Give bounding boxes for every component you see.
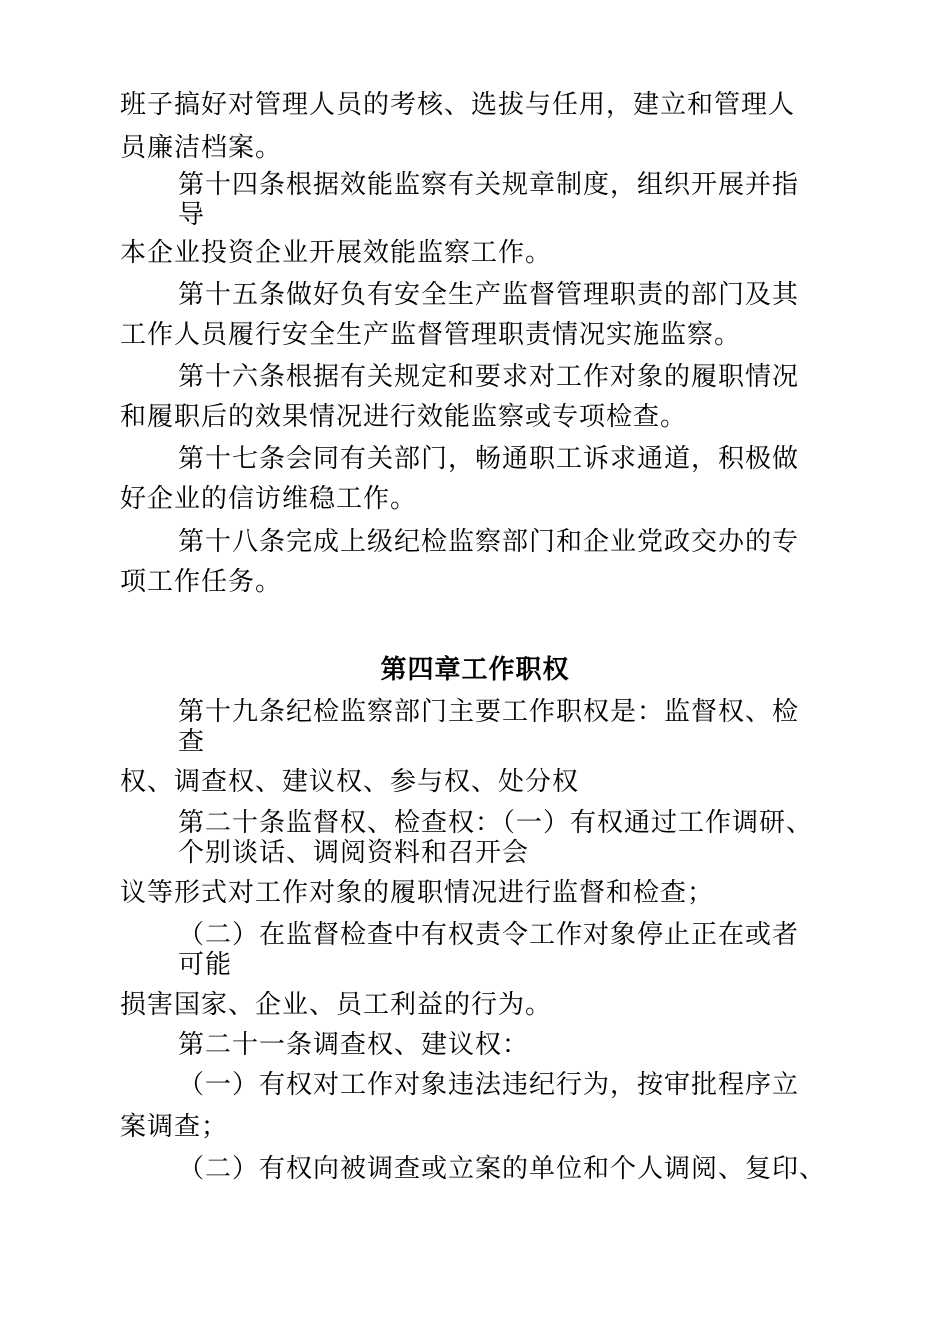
text-line: （二）在监督检查中有权责令工作对象停止正在或者 — [178, 920, 800, 950]
text-line: （一）有权对工作对象违法违纪行为，按审批程序立 — [178, 1070, 800, 1100]
text-line: 第十四条根据效能监察有关规章制度，组织开展并指 — [178, 170, 800, 200]
text-line: 损害国家、企业、员工利益的行为。 — [120, 990, 553, 1020]
chapter-title: 第四章工作职权 — [380, 655, 570, 685]
text-line: 班子搞好对管理人员的考核、选拔与任用，建立和管理人 — [120, 90, 796, 120]
text-line: 第十八条完成上级纪检监察部门和企业党政交办的专 — [178, 527, 800, 557]
text-line: 第十七条会同有关部门，畅通职工诉求通道，积极做 — [178, 444, 800, 474]
text-line: 个别谈话、调阅资料和召开会 — [178, 838, 530, 868]
text-line: （二）有权向被调查或立案的单位和个人调阅、复印、 — [178, 1154, 827, 1184]
text-line: 可能 — [178, 950, 233, 980]
text-line: 查 — [178, 727, 206, 757]
text-line: 第十六条根据有关规定和要求对工作对象的履职情况 — [178, 362, 800, 392]
text-line: 第二十条监督权、检查权：（一）有权通过工作调研、 — [178, 808, 814, 838]
text-line: 议等形式对工作对象的履职情况进行监督和检查； — [120, 878, 715, 908]
text-line: 第二十一条调查权、建议权： — [178, 1030, 530, 1060]
text-line: 本企业投资企业开展效能监察工作。 — [120, 238, 553, 268]
text-line: 和履职后的效果情况进行效能监察或专项检查。 — [120, 402, 688, 432]
text-line: 员廉洁档案。 — [120, 133, 283, 163]
text-line: 导 — [178, 200, 206, 230]
text-line: 好企业的信访维稳工作。 — [120, 484, 418, 514]
text-line: 第十九条纪检监察部门主要工作职权是：监督权、检 — [178, 697, 800, 727]
text-line: 权、调查权、建议权、参与权、处分权 — [120, 767, 580, 797]
text-line: 工作人员履行安全生产监督管理职责情况实施监察。 — [120, 320, 742, 350]
text-line: 项工作任务。 — [120, 567, 283, 597]
text-line: 第十五条做好负有安全生产监督管理职责的部门及其 — [178, 280, 800, 310]
text-line: 案调查； — [120, 1112, 229, 1142]
